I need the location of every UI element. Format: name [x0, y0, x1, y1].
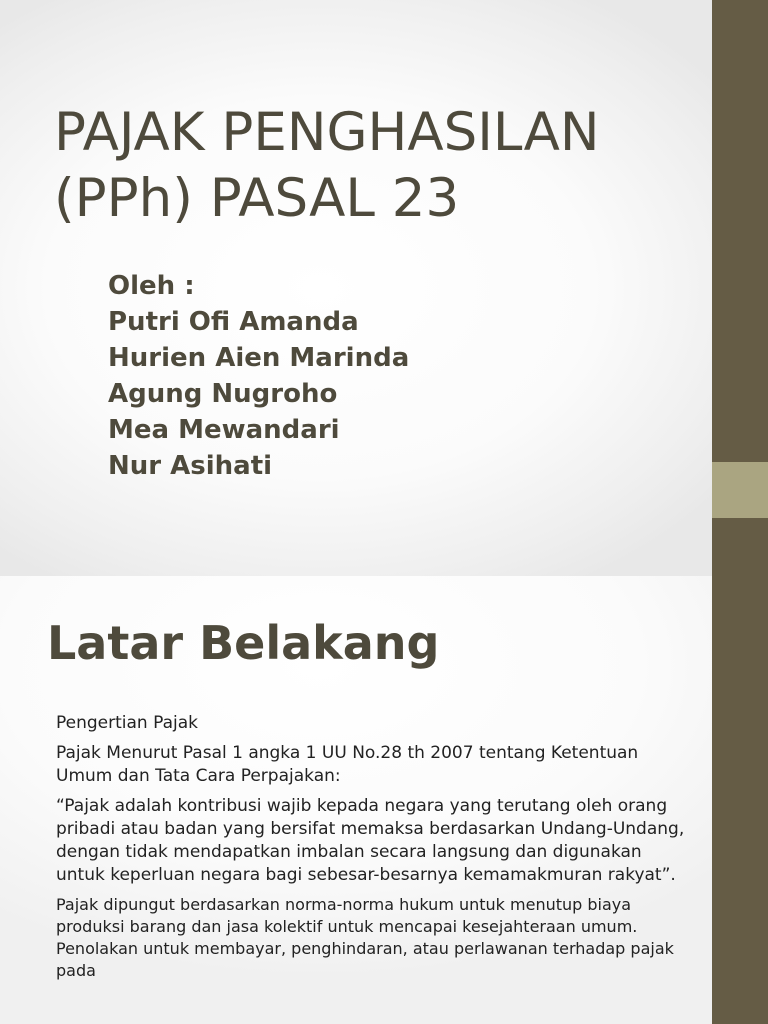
subheading: Pengertian Pajak	[56, 713, 198, 733]
side-bar-accent	[712, 462, 768, 518]
authors-heading: Oleh :	[108, 271, 195, 301]
quote-paragraph: “Pajak adalah kontribusi wajib kepada negara yang terutang oleh orang pribadi atau badan yang bersifat memaksa berdasarkan Undang-Undang, dengan tidak mendapatkan imbalan secara langsung dan digunakan untuk keperluan negara bagi sebesar-besarnya kemamakmuran rakyat”.	[56, 796, 685, 885]
side-bar-bottom	[712, 518, 768, 1024]
author-name: Agung Nugroho	[108, 379, 338, 409]
author-name: Nur Asihati	[108, 451, 273, 481]
body-text	[56, 712, 686, 989]
content-slide	[0, 576, 712, 1024]
author-name: Putri Ofi Amanda	[108, 307, 359, 337]
section-title: Latar Belakang	[47, 616, 440, 670]
slide-title-line-1: PAJAK PENGHASILAN	[54, 102, 600, 163]
authors-block	[108, 268, 409, 484]
slide-title-line-2: (PPh) PASAL 23	[54, 168, 460, 229]
paragraph: Pajak dipungut berdasarkan norma-norma hukum untuk menutup biaya produksi barang dan jasa kolektif untuk mencapai kesejahteraan umum. Penolakan untuk membayar, penghindaran, atau perlawanan terhadap pajak pada	[56, 895, 674, 980]
author-name: Hurien Aien Marinda	[108, 343, 410, 373]
author-name: Mea Mewandari	[108, 415, 340, 445]
paragraph: Pajak Menurut Pasal 1 angka 1 UU No.28 th 2007 tentang Ketentuan Umum dan Tata Cara Perpajakan:	[56, 743, 639, 786]
side-bar-top	[712, 0, 768, 462]
slide-title	[54, 100, 694, 232]
